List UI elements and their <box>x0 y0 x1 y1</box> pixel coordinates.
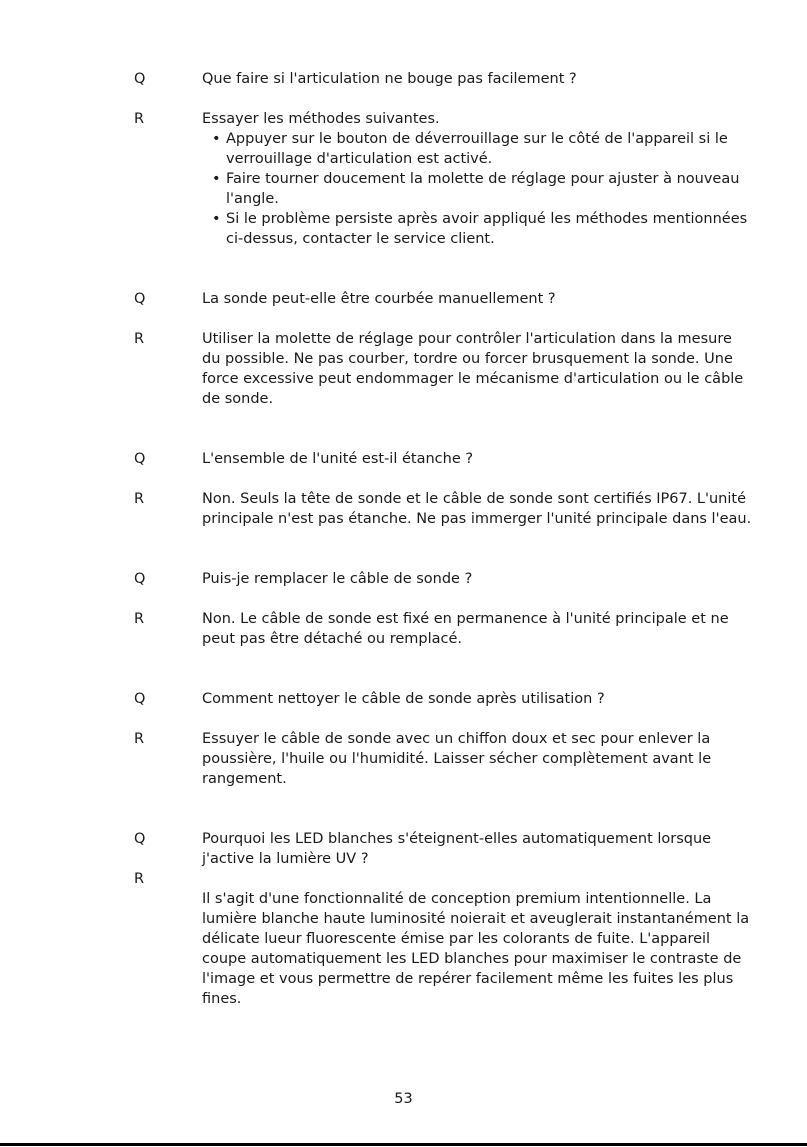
bullet-text: ci-dessus, contacter le service client. <box>226 231 495 247</box>
answer-text: Utiliser la molette de réglage pour contrôler l'articulation dans la mesure <box>202 331 732 347</box>
bullet-text: Si le problème persiste après avoir appliqué les méthodes mentionnées <box>226 211 748 227</box>
answer-text: force excessive peut endommager le mécanisme d'articulation ou le câble <box>202 371 744 387</box>
answer-tag: R <box>134 491 145 507</box>
question-text: Que faire si l'articulation ne bouge pas facilement ? <box>202 71 577 87</box>
question-tag: Q <box>134 691 146 707</box>
answer-text: principale n'est pas étanche. Ne pas immerger l'unité principale dans l'eau. <box>202 511 752 527</box>
answer-text: Non. Le câble de sonde est fixé en permanence à l'unité principale et ne <box>202 611 729 627</box>
answer-text: Il s'agit d'une fonctionnalité de conception premium intentionnelle. La <box>202 891 712 907</box>
answer-intro: Essayer les méthodes suivantes. <box>202 111 440 127</box>
question-tag: Q <box>134 291 146 307</box>
question-tag: Q <box>134 831 146 847</box>
answer-text: fines. <box>202 991 242 1007</box>
answer-tag: R <box>134 871 145 887</box>
bottom-divider <box>0 1143 807 1146</box>
question-text: Comment nettoyer le câble de sonde après utilisation ? <box>202 691 605 707</box>
answer-text: rangement. <box>202 771 287 787</box>
answer-text: lumière blanche haute luminosité noierait et aveuglerait instantanément la <box>202 911 750 927</box>
question-text: L'ensemble de l'unité est-il étanche ? <box>202 451 474 467</box>
bullet-dot: • <box>212 131 221 147</box>
bullet-text: verrouillage d'articulation est activé. <box>226 151 493 167</box>
answer-tag: R <box>134 731 145 747</box>
answer-text: de sonde. <box>202 391 274 407</box>
question-text: Puis-je remplacer le câble de sonde ? <box>202 571 473 587</box>
question-tag: Q <box>134 571 146 587</box>
question-tag: Q <box>134 71 146 87</box>
bullet-text: l'angle. <box>226 191 279 207</box>
question-text: j'active la lumière UV ? <box>202 851 369 867</box>
answer-text: délicate lueur fluorescente émise par les colorants de fuite. L'appareil <box>202 931 711 947</box>
bullet-text: Appuyer sur le bouton de déverrouillage sur le côté de l'appareil si le <box>226 131 728 147</box>
question-text: La sonde peut-elle être courbée manuellement ? <box>202 291 556 307</box>
answer-text: coupe automatiquement les LED blanches pour maximiser le contraste de <box>202 951 742 967</box>
bullet-dot: • <box>212 171 221 187</box>
page-number: 53 <box>394 1091 413 1107</box>
bullet-text: Faire tourner doucement la molette de réglage pour ajuster à nouveau <box>226 171 740 187</box>
answer-text: Essuyer le câble de sonde avec un chiffon doux et sec pour enlever la <box>202 731 711 747</box>
answer-text: l'image et vous permettre de repérer facilement même les fuites les plus <box>202 971 734 987</box>
answer-text: poussière, l'huile ou l'humidité. Laisser sécher complètement avant le <box>202 751 712 767</box>
question-tag: Q <box>134 451 146 467</box>
answer-tag: R <box>134 111 145 127</box>
question-text: Pourquoi les LED blanches s'éteignent-elles automatiquement lorsque <box>202 831 712 847</box>
answer-tag: R <box>134 611 145 627</box>
answer-text: Non. Seuls la tête de sonde et le câble de sonde sont certifiés IP67. L'unité <box>202 491 747 507</box>
answer-text: du possible. Ne pas courber, tordre ou forcer brusquement la sonde. Une <box>202 351 733 367</box>
bullet-dot: • <box>212 211 221 227</box>
answer-text: peut pas être détaché ou remplacé. <box>202 631 463 647</box>
answer-tag: R <box>134 331 145 347</box>
